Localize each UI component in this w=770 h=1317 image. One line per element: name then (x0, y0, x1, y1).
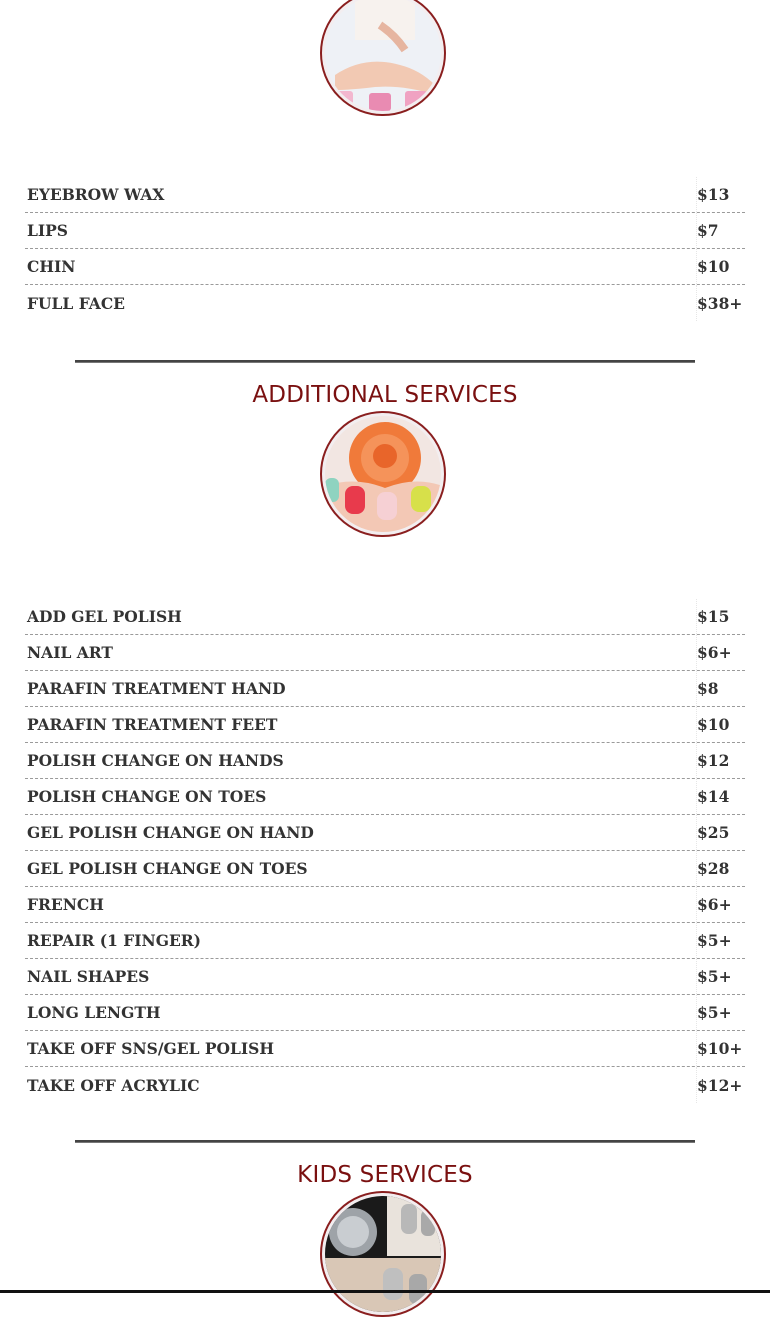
price-row (25, 213, 745, 249)
service-price: $5+ (696, 923, 745, 958)
price-row (25, 1067, 745, 1103)
service-name: PARAFIN TREATMENT HAND (27, 679, 286, 698)
additional-services-photo (320, 411, 446, 537)
service-price: $5+ (696, 995, 745, 1030)
service-price: $7 (696, 213, 745, 248)
price-row (25, 671, 745, 707)
price-row (25, 599, 745, 635)
service-price: $15 (696, 599, 745, 634)
service-name: POLISH CHANGE ON HANDS (27, 751, 284, 770)
service-name: CHIN (27, 257, 76, 276)
price-row (25, 1031, 745, 1067)
service-price: $10 (696, 249, 745, 284)
service-name: EYEBROW WAX (27, 185, 165, 204)
service-name: LIPS (27, 221, 68, 240)
service-name: FULL FACE (27, 293, 125, 313)
service-price: $14 (696, 779, 745, 814)
service-price: $12+ (696, 1067, 745, 1103)
price-row (25, 249, 745, 285)
waxing-price-list (25, 177, 745, 321)
additional-services-price-list (25, 599, 745, 1103)
section-divider (75, 360, 695, 363)
service-name: FRENCH (27, 895, 104, 914)
service-name: LONG LENGTH (27, 1003, 161, 1022)
service-price: $13 (696, 177, 745, 212)
price-row (25, 779, 745, 815)
price-row (25, 815, 745, 851)
kids-services-title: KIDS SERVICES (297, 1162, 473, 1188)
service-price: $10 (696, 707, 745, 742)
service-price: $25 (696, 815, 745, 850)
service-name: GEL POLISH CHANGE ON HAND (27, 823, 314, 842)
service-name: TAKE OFF SNS/GEL POLISH (27, 1039, 275, 1058)
price-row (25, 995, 745, 1031)
kids-services-photo (320, 1191, 446, 1317)
section-divider (75, 1140, 695, 1143)
service-price: $38+ (696, 285, 745, 321)
additional-services-title: ADDITIONAL SERVICES (252, 382, 518, 408)
service-name: NAIL SHAPES (27, 967, 150, 986)
waxing-service-photo (320, 0, 446, 116)
service-price: $6+ (696, 887, 745, 922)
service-name: POLISH CHANGE ON TOES (27, 787, 267, 806)
service-price: $8 (696, 671, 745, 706)
service-name: TAKE OFF ACRYLIC (27, 1075, 200, 1095)
service-name: ADD GEL POLISH (27, 607, 182, 626)
service-name: GEL POLISH CHANGE ON TOES (27, 859, 308, 878)
service-price: $12 (696, 743, 745, 778)
service-price: $6+ (696, 635, 745, 670)
price-row (25, 923, 745, 959)
price-row (25, 743, 745, 779)
service-price: $28 (696, 851, 745, 886)
price-row (25, 851, 745, 887)
price-row (25, 887, 745, 923)
service-name: NAIL ART (27, 643, 113, 662)
service-name: PARAFIN TREATMENT FEET (27, 715, 278, 734)
price-row (25, 177, 745, 213)
price-row (25, 959, 745, 995)
service-price: $10+ (696, 1031, 745, 1066)
service-name: REPAIR (1 FINGER) (27, 931, 201, 950)
service-price: $5+ (696, 959, 745, 994)
price-row (25, 707, 745, 743)
price-row (25, 635, 745, 671)
price-row (25, 285, 745, 321)
